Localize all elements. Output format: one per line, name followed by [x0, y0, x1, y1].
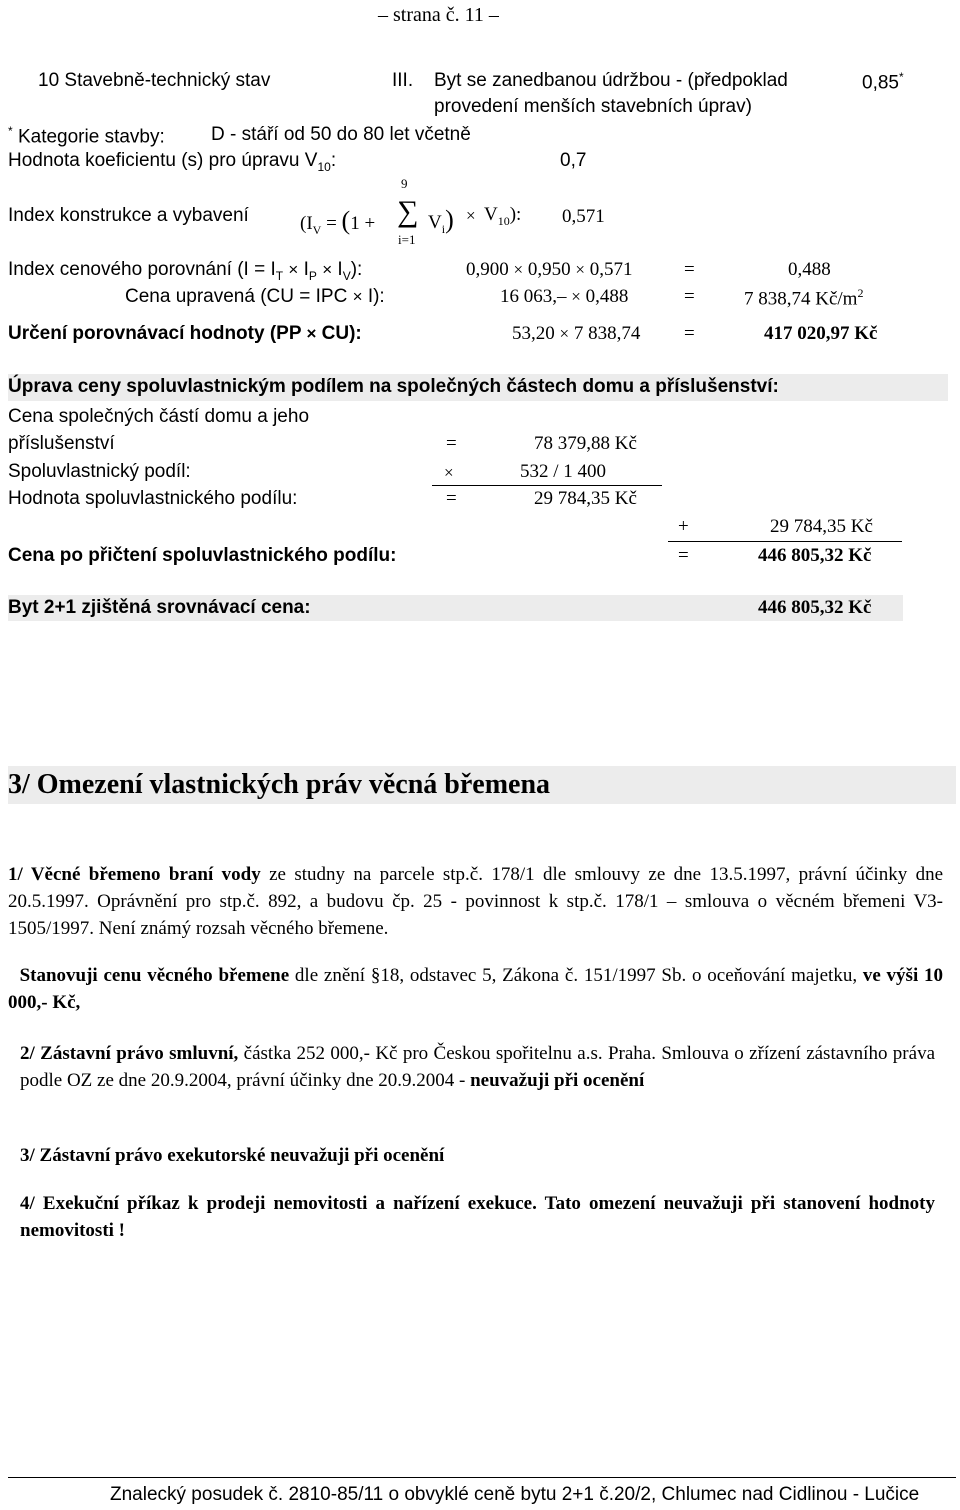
- share-label: Spoluvlastnický podíl:: [8, 461, 191, 482]
- pp-factors: 53,20 × 7 838,74: [512, 323, 641, 344]
- plus-sign: +: [678, 516, 689, 537]
- row10-desc-line1: Byt se zanedbanou údržbou - (předpoklad: [434, 70, 788, 91]
- pp-result: 417 020,97 Kč: [764, 323, 878, 344]
- row10-label: 10 Stavebně-technický stav: [38, 70, 271, 91]
- share-value-label: Hodnota spoluvlastnického podílu:: [8, 488, 298, 509]
- total-value: 446 805,32 Kč: [758, 545, 872, 566]
- plus-value: 29 784,35 Kč: [770, 516, 873, 537]
- footer-rule: [8, 1477, 956, 1478]
- cmp-result: 0,488: [788, 259, 831, 280]
- section3-title: 3/ Omezení vlastnických práv věcná břemena: [8, 769, 551, 800]
- page-number: – strana č. 11 –: [378, 4, 499, 26]
- row10-desc-line2: provedení menších stavebních úprav): [434, 96, 752, 117]
- sum-lower: i=1: [398, 232, 416, 247]
- share-value-result: 29 784,35 Kč: [534, 488, 637, 509]
- item2-paragraph: 2/ Zástavní právo smluvní, částka 252 000,- Kč pro Českou spořitelnu a.s. Praha. Smlouva o zřízení zástavního práva podle OZ ze dne 20.9.2004, právní účinky dne 20.9.2004 - neuvažuji při ocenění: [20, 1043, 936, 1091]
- sigma-symbol: ∑: [397, 195, 419, 228]
- common-op: =: [446, 433, 457, 454]
- share-rule: [432, 485, 662, 486]
- common-value: 78 379,88 Kč: [534, 433, 637, 454]
- formula-vi: $V_i$): [428, 205, 454, 236]
- row10-category: III.: [392, 70, 414, 91]
- cmp-eq: =: [684, 259, 695, 280]
- formula-v10: $V_{10}$):: [484, 204, 522, 228]
- coef-label: Hodnota koeficientu (s) pro úpravu $V_{10}$:: [8, 150, 337, 174]
- summary-value: 446 805,32 Kč: [758, 597, 872, 618]
- footer-text: Znalecký posudek č. 2810-85/11 o obvyklé ceně bytu 2+1 č.20/2, Chlumec nad Cidlinou - Lučice: [110, 1484, 920, 1505]
- item1-paragraph: 1/ Věcné břemeno braní vody ze studny na parcele stp.č. 178/1 dle smlouvy ze dne 13.5.1997, právní účinky dne 20.5.1997. Oprávnění pro stp.č. 892, a budovu čp. 25 - povinnost k stp.č. 178/1 – smlouva o věcném břemeni V3-1505/1997. Není známý rozsah věcného břemene.: [8, 864, 944, 939]
- cu-label: Cena upravená (CU = IPC × I):: [125, 286, 385, 307]
- common-label-2: příslušenství: [8, 433, 115, 454]
- share-op: ×: [444, 463, 454, 482]
- item3-paragraph: 3/ Zástavní právo exekutorské neuvažuji při ocenění: [20, 1145, 445, 1166]
- category-value: D - stáří od 50 do 80 let včetně: [211, 124, 471, 145]
- pp-label: Určení porovnávací hodnoty (PP × CU):: [8, 323, 362, 344]
- formula-times: ×: [466, 206, 476, 225]
- share-value: 532 / 1 400: [520, 461, 607, 482]
- index-label: Index konstrukce a vybavení: [8, 205, 249, 226]
- category-row: * Kategorie stavby:: [8, 124, 165, 148]
- summary-label: Byt 2+1 zjištěná srovnávací cena:: [8, 597, 311, 618]
- cu-eq: =: [684, 286, 695, 307]
- pp-eq: =: [684, 323, 695, 344]
- share-heading: Úprava ceny spoluvlastnickým podílem na společných částech domu a příslušenství:: [8, 374, 948, 401]
- index-value: 0,571: [562, 206, 605, 227]
- total-label: Cena po přičtení spoluvlastnického podílu:: [8, 545, 397, 566]
- sum-upper: 9: [401, 176, 408, 191]
- common-label-1: Cena společných částí domu a jeho: [8, 406, 310, 427]
- cmp-formula: Index cenového porovnání $(I = I_T \times I_P \times I_V)$:: [8, 259, 363, 283]
- total-op: =: [678, 545, 689, 566]
- coef-value: 0,7: [560, 150, 587, 171]
- price-paragraph: Stanovuji cenu věcného břemene dle znění §18, odstavec 5, Zákona č. 151/1997 Sb. o oceňování majetku, ve výši 10 000,- Kč,: [8, 965, 943, 1013]
- cu-factors: 16 063,– × 0,488: [500, 286, 629, 307]
- total-rule: [668, 541, 902, 542]
- cu-result: 7 838,74 $Kč/m^2$: [744, 286, 864, 310]
- item4-paragraph: 4/ Exekuční příkaz k prodeji nemovitosti a nařízení exekuce. Tato omezení neuvažuji při stanovení hodnoty nemovitosti !: [20, 1193, 935, 1241]
- share-value-op: =: [446, 488, 457, 509]
- row10-value: 0,85*: [862, 70, 904, 94]
- index-formula: ($I_V = (1$ +: [300, 206, 376, 237]
- cmp-factors: 0,900 × 0,950 × 0,571: [466, 259, 633, 280]
